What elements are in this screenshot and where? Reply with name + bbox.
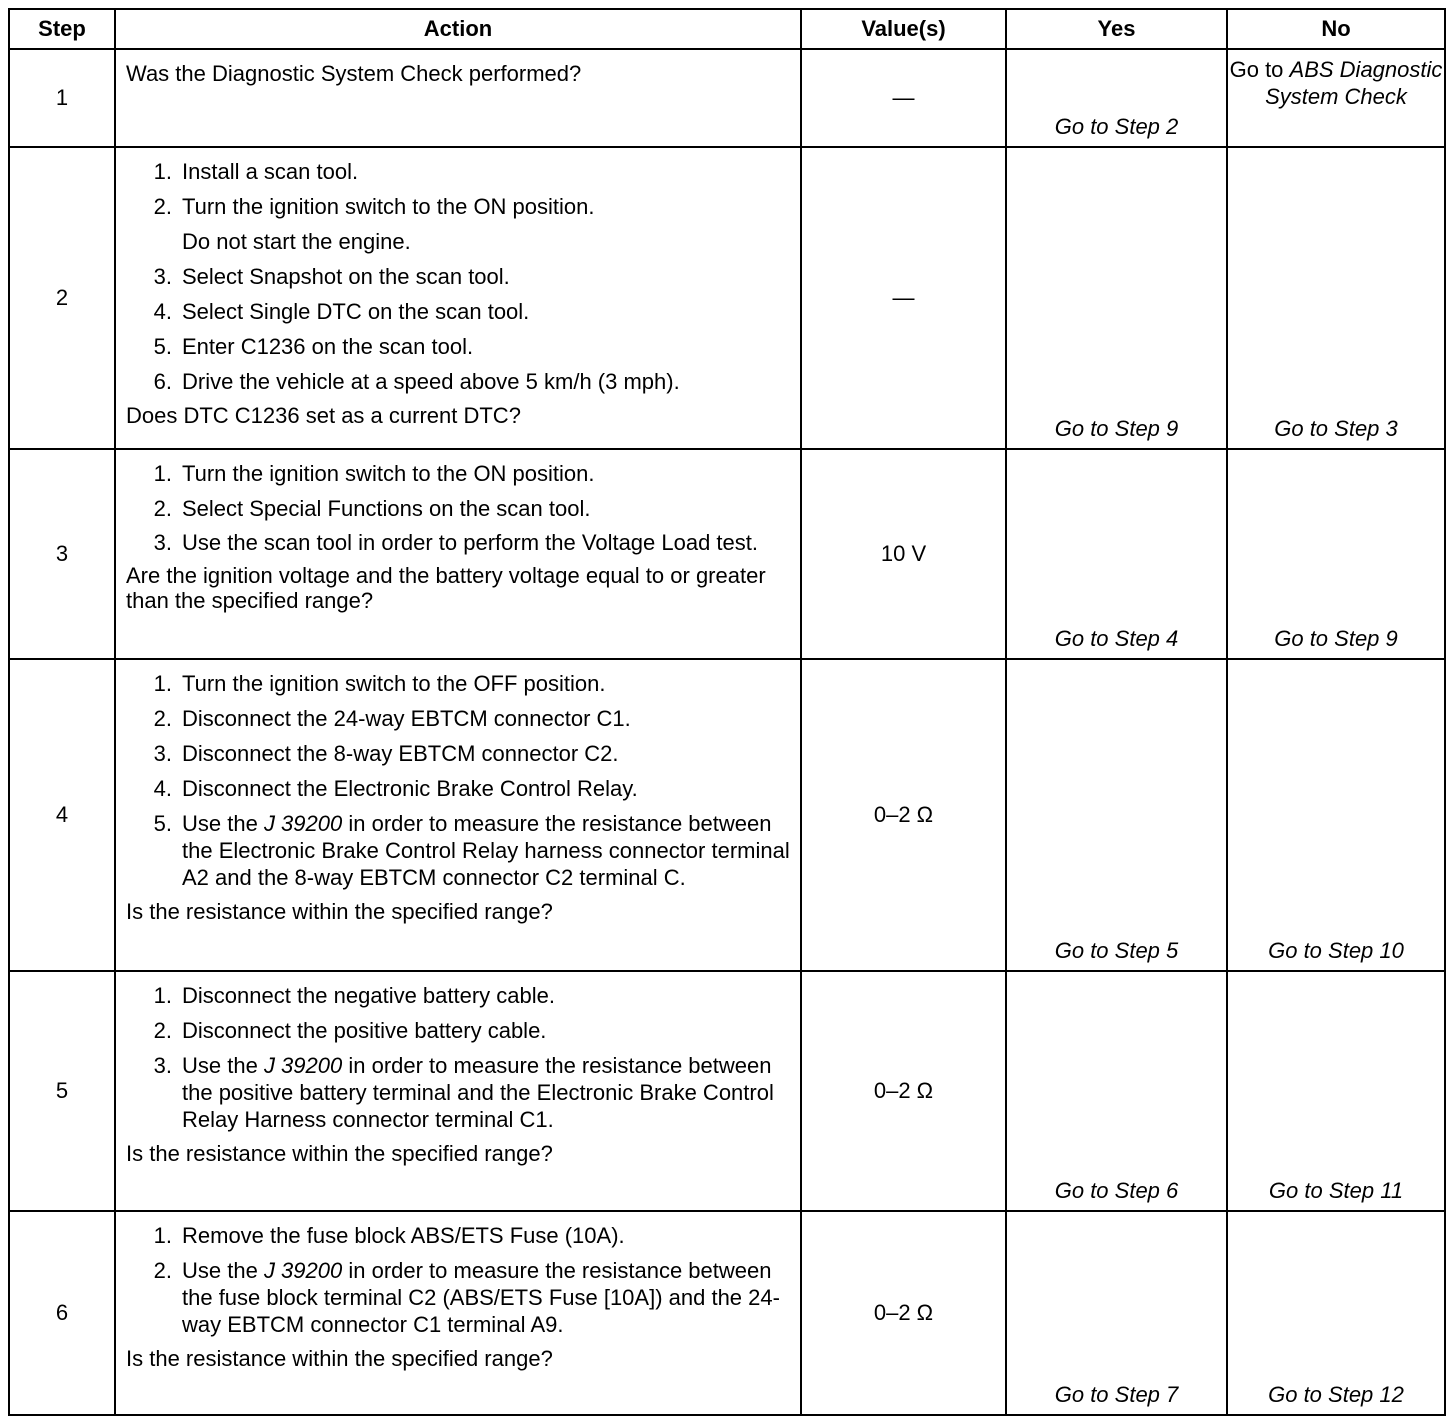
step-number: 1 <box>9 49 115 147</box>
yes-cell: Go to Step 7 <box>1006 1211 1227 1415</box>
instruction-item <box>126 1017 790 1044</box>
step-number: 3 <box>9 449 115 659</box>
item-number: 2. <box>153 194 172 219</box>
item-text <box>182 1052 790 1133</box>
header-values: Value(s) <box>801 9 1006 49</box>
text-segment: in order to measure the resistance between the Electronic Brake Control Relay harness connector terminal A2 and the 8-way EBTCM connector C2 terminal C. <box>182 811 790 890</box>
yes-cell: Go to Step 5 <box>1006 659 1227 971</box>
action-cell <box>115 147 801 449</box>
item-number: 3. <box>153 264 172 289</box>
item-text: Select Snapshot on the scan tool. <box>182 264 510 289</box>
action-cell <box>115 659 801 971</box>
instruction-item <box>126 368 790 395</box>
action-cell <box>115 1211 801 1415</box>
instruction-item <box>126 1257 790 1338</box>
item-text: Disconnect the 24-way EBTCM connector C1. <box>182 706 631 731</box>
table-row <box>9 449 1445 659</box>
item-text: Remove the fuse block ABS/ETS Fuse (10A). <box>182 1223 625 1248</box>
value-cell: 0–2 Ω <box>801 1211 1006 1415</box>
instruction-item <box>126 495 790 522</box>
no-reference: ABS Diagnostic System Check <box>1265 57 1443 109</box>
header-no: No <box>1227 9 1445 49</box>
item-number: 5. <box>153 811 172 836</box>
instruction-item <box>126 705 790 732</box>
instruction-item <box>126 333 790 360</box>
instruction-item <box>126 775 790 802</box>
table-row <box>9 49 1445 147</box>
instruction-list <box>126 460 790 555</box>
item-text: Disconnect the positive battery cable. <box>182 1018 547 1043</box>
instruction-item <box>126 298 790 325</box>
instruction-item <box>126 158 790 185</box>
value-cell: — <box>801 147 1006 449</box>
action-cell <box>115 449 801 659</box>
item-text: Enter C1236 on the scan tool. <box>182 334 474 359</box>
item-text <box>182 1257 790 1338</box>
step-number: 6 <box>9 1211 115 1415</box>
instruction-item <box>126 740 790 767</box>
no-cell: Go to Step 3 <box>1227 147 1445 449</box>
item-number: 1. <box>153 671 172 696</box>
instruction-item <box>126 193 790 255</box>
yes-cell: Go to Step 9 <box>1006 147 1227 449</box>
instruction-list <box>126 982 790 1133</box>
text-segment: in order to measure the resistance between the positive battery terminal and the Electronic Brake Control Relay Harness connector terminal C1. <box>182 1053 774 1132</box>
table-row <box>9 659 1445 971</box>
no-cell: Go to Step 11 <box>1227 971 1445 1211</box>
item-number: 1. <box>153 461 172 486</box>
instruction-item <box>126 670 790 697</box>
action-question: Does DTC C1236 set as a current DTC? <box>126 403 521 428</box>
yes-cell: Go to Step 6 <box>1006 971 1227 1211</box>
item-text: Select Special Functions on the scan tool. <box>182 496 591 521</box>
item-text <box>182 810 790 891</box>
header-row <box>9 9 1445 49</box>
yes-cell: Go to Step 4 <box>1006 449 1227 659</box>
text-segment: Use the <box>182 1053 264 1078</box>
item-text: Disconnect the negative battery cable. <box>182 983 556 1008</box>
item-number: 1. <box>153 1223 172 1248</box>
instruction-item <box>126 1052 790 1133</box>
step-number: 2 <box>9 147 115 449</box>
no-cell: Go to Step 10 <box>1227 659 1445 971</box>
item-text <box>182 193 790 255</box>
table-row <box>9 147 1445 449</box>
no-cell: Go to Step 12 <box>1227 1211 1445 1415</box>
step-number: 5 <box>9 971 115 1211</box>
diagnostic-table <box>8 8 1446 1416</box>
instruction-item <box>126 1222 790 1249</box>
action-question: Are the ignition voltage and the battery voltage equal to or greater than the specified range? <box>126 563 766 613</box>
item-number: 1. <box>153 159 172 184</box>
instruction-list <box>126 158 790 395</box>
instruction-list <box>126 1222 790 1338</box>
item-number: 1. <box>153 983 172 1008</box>
no-cell <box>1227 49 1445 147</box>
instruction-item <box>126 460 790 487</box>
instruction-item <box>126 263 790 290</box>
tool-reference: J 39200 <box>263 811 343 836</box>
no-prefix: Go to <box>1229 57 1290 82</box>
header-step: Step <box>9 9 115 49</box>
tool-reference: J 39200 <box>263 1258 343 1283</box>
tool-reference: J 39200 <box>263 1053 343 1078</box>
item-number: 2. <box>153 706 172 731</box>
header-yes: Yes <box>1006 9 1227 49</box>
item-text: Turn the ignition switch to the ON position. <box>182 461 595 486</box>
instruction-item <box>126 982 790 1009</box>
item-number: 6. <box>153 369 172 394</box>
table-row <box>9 971 1445 1211</box>
yes-cell: Go to Step 2 <box>1006 49 1227 147</box>
item-text: Use the scan tool in order to perform the Voltage Load test. <box>182 530 759 555</box>
header-action: Action <box>115 9 801 49</box>
text-segment: in order to measure the resistance between the fuse block terminal C2 (ABS/ETS Fuse [10A]) and the 24-way EBTCM connector C1 terminal A9. <box>182 1258 780 1337</box>
item-text: Drive the vehicle at a speed above 5 km/h (3 mph). <box>182 369 680 394</box>
action-question: Is the resistance within the specified range? <box>126 899 553 924</box>
instruction-item <box>126 530 790 555</box>
item-number: 2. <box>153 1258 172 1283</box>
item-text: Install a scan tool. <box>182 159 359 184</box>
item-text: Disconnect the Electronic Brake Control Relay. <box>182 776 638 801</box>
action-question: Was the Diagnostic System Check performed? <box>126 61 582 86</box>
item-number: 3. <box>153 1053 172 1078</box>
item-number: 3. <box>153 530 172 555</box>
action-cell <box>115 49 801 147</box>
item-main-text: Turn the ignition switch to the ON position. <box>182 194 595 219</box>
text-segment: Use the <box>182 811 264 836</box>
item-number: 4. <box>153 776 172 801</box>
instruction-item <box>126 810 790 891</box>
no-cell: Go to Step 9 <box>1227 449 1445 659</box>
item-number: 2. <box>153 1018 172 1043</box>
instruction-list <box>126 670 790 891</box>
value-cell: 0–2 Ω <box>801 659 1006 971</box>
text-segment: Use the <box>182 1258 264 1283</box>
table-row <box>9 1211 1445 1415</box>
item-text: Turn the ignition switch to the OFF position. <box>182 671 606 696</box>
item-text: Disconnect the 8-way EBTCM connector C2. <box>182 741 619 766</box>
action-cell <box>115 971 801 1211</box>
action-question: Is the resistance within the specified range? <box>126 1141 553 1166</box>
value-cell: — <box>801 49 1006 147</box>
item-number: 2. <box>153 496 172 521</box>
action-question: Is the resistance within the specified range? <box>126 1346 553 1371</box>
value-cell: 0–2 Ω <box>801 971 1006 1211</box>
item-text: Select Single DTC on the scan tool. <box>182 299 530 324</box>
value-cell: 10 V <box>801 449 1006 659</box>
item-number: 4. <box>153 299 172 324</box>
item-number: 5. <box>153 334 172 359</box>
step-number: 4 <box>9 659 115 971</box>
item-number: 3. <box>153 741 172 766</box>
item-sub-text: Do not start the engine. <box>182 229 411 254</box>
